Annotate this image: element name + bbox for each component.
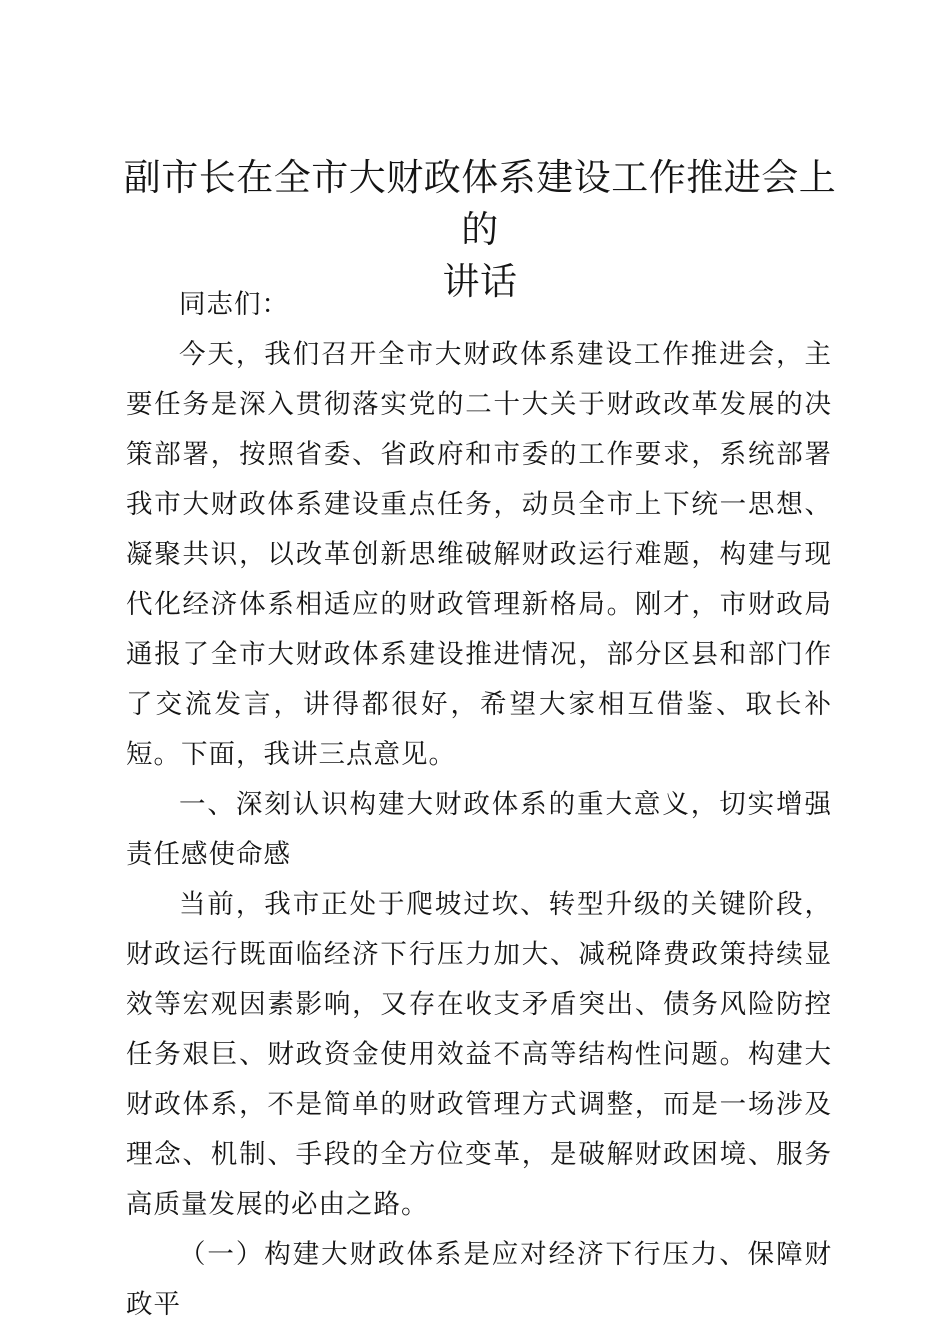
subsection-heading-1: （一）构建大财政体系是应对经济下行压力、保障财政平: [126, 1239, 832, 1320]
document-body: [126, 280, 832, 1330]
title-line-1: 副市长在全市大财政体系建设工作推进会上的: [123, 156, 837, 251]
paragraph-context: 当前，我市正处于爬坡过坎、转型升级的关键阶段，财政运行既面临经济下行压力加大、减税降费政策持续显效等宏观因素影响，又存在收支矛盾突出、债务风险防控任务艰巨、财政资金使用效益不高等结构性问题。构建大财政体系，不是简单的财政管理方式调整，而是一场涉及理念、机制、手段的全方位变革，是破解财政困境、服务高质量发展的必由之路。: [126, 889, 832, 1220]
paragraph-opening: 今天，我们召开全市大财政体系建设工作推进会，主要任务是深入贯彻落实党的二十大关于财政改革发展的决策部署，按照省委、省政府和市委的工作要求，系统部署我市大财政体系建设重点任务，动员全市上下统一思想、凝聚共识，以改革创新思维破解财政运行难题，构建与现代化经济体系相适应的财政管理新格局。刚才，市财政局通报了全市大财政体系建设推进情况，部分区县和部门作了交流发言，讲得都很好，希望大家相互借鉴、取长补短。下面，我讲三点意见。: [126, 339, 832, 770]
title-line-2: 讲话: [442, 260, 518, 303]
section-heading-1: 一、深刻认识构建大财政体系的重大意义，切实增强责任感使命感: [126, 789, 832, 870]
salutation: 同志们：: [179, 289, 289, 320]
